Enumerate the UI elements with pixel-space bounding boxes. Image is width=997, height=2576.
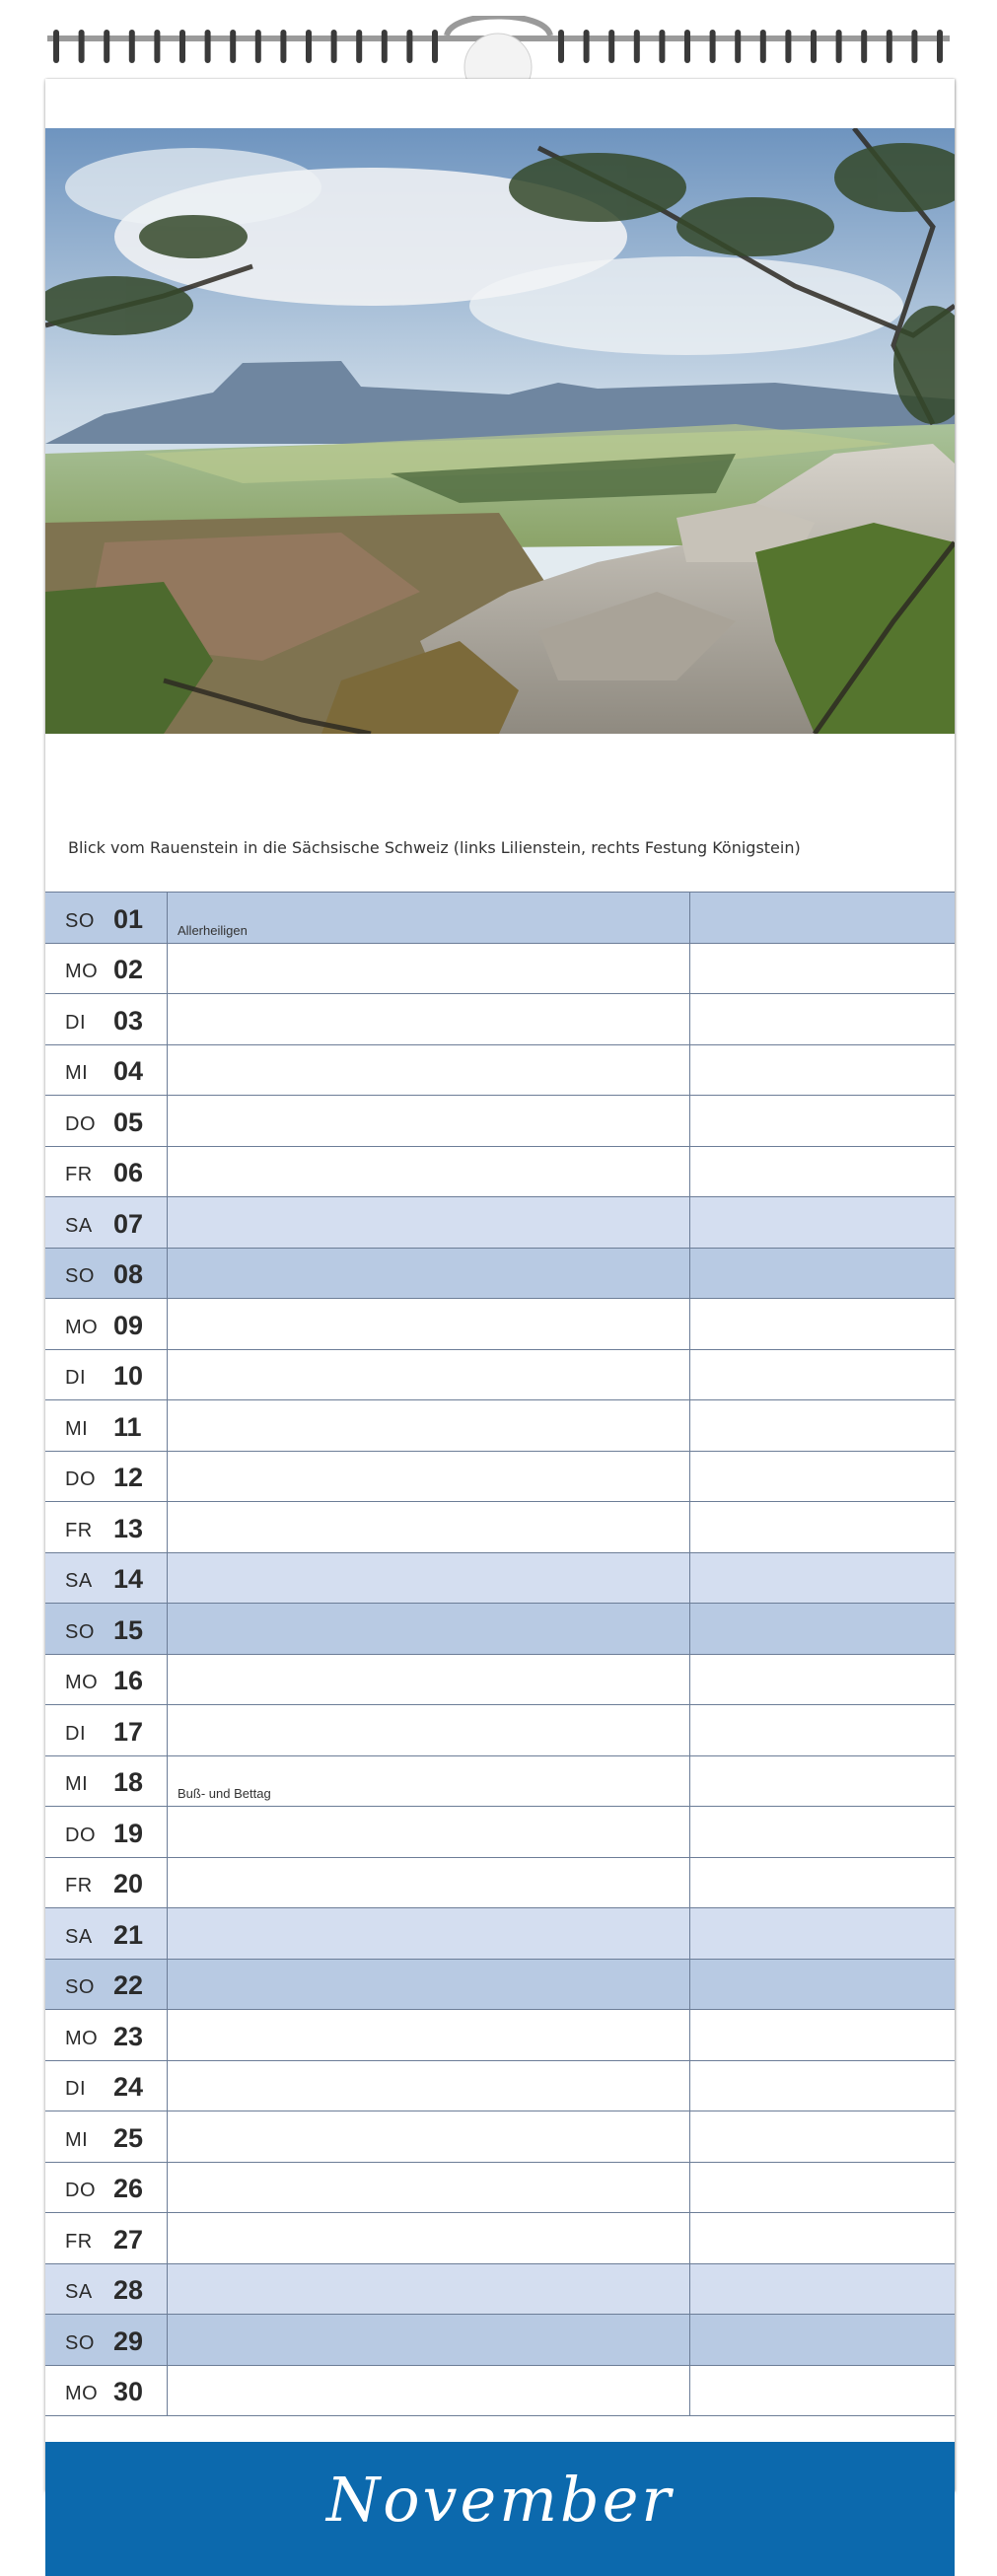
weekday-label: MI: [65, 1062, 89, 1084]
note-cell: [168, 2213, 690, 2263]
day-row: [45, 2111, 955, 2163]
note-cell: [168, 1350, 690, 1400]
day-label-cell: [45, 2366, 168, 2416]
extra-cell: [690, 893, 955, 943]
day-number: 14: [113, 1564, 144, 1594]
binding-loop: [887, 30, 892, 63]
day-label-cell: [45, 1400, 168, 1451]
day-label-cell: [45, 1807, 168, 1857]
day-row: [45, 2163, 955, 2214]
weekday-label: SA: [65, 1214, 93, 1237]
note-cell: [168, 1604, 690, 1654]
extra-cell: [690, 1197, 955, 1248]
day-row: [45, 1045, 955, 1097]
weekday-label: MI: [65, 2128, 89, 2151]
day-row: [45, 1655, 955, 1706]
extra-cell: [690, 1858, 955, 1908]
day-number: 29: [113, 2326, 144, 2356]
binding-loop: [230, 30, 236, 63]
binding-loop: [331, 30, 337, 63]
extra-cell: [690, 2315, 955, 2365]
day-number: 02: [113, 955, 144, 984]
day-label-cell: [45, 1553, 168, 1604]
extra-cell: [690, 1553, 955, 1604]
note-cell: [168, 2264, 690, 2315]
day-number: 22: [113, 1970, 144, 2000]
weekday-label: DO: [65, 1112, 96, 1135]
day-number: 10: [113, 1361, 144, 1391]
binding-loop: [432, 30, 438, 63]
day-number: 06: [113, 1158, 144, 1187]
note-cell: [168, 1502, 690, 1552]
day-number: 25: [113, 2122, 144, 2153]
binding-loop: [79, 30, 85, 63]
note-cell: [168, 1400, 690, 1451]
note-cell: [168, 2111, 690, 2162]
day-row: [45, 2264, 955, 2316]
day-label-cell: [45, 1960, 168, 2010]
day-row: [45, 1858, 955, 1909]
extra-cell: [690, 1960, 955, 2010]
weekday-label: SA: [65, 2281, 93, 2303]
extra-cell: [690, 2010, 955, 2060]
day-row: [45, 1400, 955, 1452]
day-number: 11: [113, 1411, 142, 1442]
day-row: [45, 2366, 955, 2417]
day-row: [45, 1705, 955, 1756]
day-row: [45, 2213, 955, 2264]
weekday-label: DO: [65, 1468, 96, 1490]
day-number: 09: [113, 1310, 144, 1340]
day-number: 30: [113, 2377, 144, 2406]
weekday-label: SO: [65, 1265, 95, 1287]
day-number: 21: [113, 1919, 144, 1950]
binding-loop: [735, 30, 741, 63]
note-cell: [168, 1249, 690, 1299]
day-label-cell: [45, 1299, 168, 1349]
binding-loop: [710, 30, 716, 63]
day-row: [45, 1908, 955, 1960]
binding-loop: [760, 30, 766, 63]
binding-loop: [129, 30, 135, 63]
binding-loop: [634, 30, 640, 63]
day-number: 03: [113, 1005, 144, 1036]
weekday-label: SA: [65, 1925, 93, 1948]
day-row: [45, 994, 955, 1045]
day-number: 26: [113, 2174, 144, 2203]
extra-cell: [690, 944, 955, 994]
day-label-cell: [45, 2061, 168, 2111]
day-label-cell: [45, 1858, 168, 1908]
day-label-cell: [45, 1096, 168, 1146]
extra-cell: [690, 1604, 955, 1654]
binding-loop: [584, 30, 590, 63]
extra-cell: [690, 1045, 955, 1096]
day-number: 07: [113, 1208, 144, 1239]
extra-cell: [690, 2163, 955, 2213]
binding-loop: [861, 30, 867, 63]
day-grid: [45, 892, 955, 2416]
extra-cell: [690, 1096, 955, 1146]
day-label-cell: [45, 2315, 168, 2365]
extra-cell: [690, 1655, 955, 1705]
day-number: 28: [113, 2275, 144, 2305]
day-row: [45, 1553, 955, 1605]
note-cell: [168, 944, 690, 994]
day-label-cell: [45, 1655, 168, 1705]
weekday-label: FR: [65, 1875, 93, 1896]
note-cell: [168, 1452, 690, 1502]
day-number: 17: [113, 1716, 144, 1747]
weekday-label: FR: [65, 2230, 93, 2253]
day-label-cell: [45, 2264, 168, 2315]
binding-loop: [659, 30, 665, 63]
day-number: 18: [113, 1767, 144, 1797]
weekday-label: SA: [65, 1570, 93, 1592]
binding-loop: [382, 30, 388, 63]
day-number: 24: [113, 2072, 144, 2102]
day-row: [45, 1807, 955, 1858]
day-label-cell: [45, 1350, 168, 1400]
note-cell: [168, 1553, 690, 1604]
binding-loop: [811, 30, 817, 63]
day-number: 01: [113, 903, 144, 934]
note-cell: [168, 1147, 690, 1197]
day-label-cell: [45, 1604, 168, 1654]
holiday-label: Buß- und Bettag: [178, 1786, 271, 1801]
day-label-cell: [45, 2163, 168, 2213]
day-label-cell: [45, 1705, 168, 1755]
day-number: 16: [113, 1666, 144, 1695]
extra-cell: [690, 1350, 955, 1400]
day-number: 12: [113, 1463, 144, 1492]
weekday-label: MO: [65, 1316, 99, 1338]
day-label-cell: [45, 1908, 168, 1959]
weekday-label: DI: [65, 2078, 86, 2100]
extra-cell: [690, 1705, 955, 1755]
note-cell: [168, 893, 690, 943]
extra-cell: [690, 1756, 955, 1807]
day-number: 15: [113, 1614, 144, 1645]
extra-cell: [690, 2366, 955, 2416]
extra-cell: [690, 994, 955, 1044]
day-row: [45, 893, 955, 944]
weekday-label: DO: [65, 1824, 96, 1846]
day-row: [45, 1299, 955, 1350]
day-label-cell: [45, 2010, 168, 2060]
note-cell: [168, 1655, 690, 1705]
note-cell: [168, 1096, 690, 1146]
note-cell: [168, 1045, 690, 1096]
extra-cell: [690, 2111, 955, 2162]
day-number: 04: [113, 1056, 144, 1086]
binding-loop: [306, 30, 312, 63]
day-row: [45, 1350, 955, 1401]
weekday-label: FR: [65, 1164, 93, 1185]
day-row: [45, 1096, 955, 1147]
weekday-label: MI: [65, 1417, 89, 1440]
hanger-hook: [447, 17, 550, 36]
weekday-label: SO: [65, 1976, 95, 1998]
weekday-label: SO: [65, 909, 95, 932]
day-label-cell: [45, 994, 168, 1044]
day-number: 19: [113, 1818, 144, 1848]
day-row: [45, 1604, 955, 1655]
photo-caption: Blick vom Rauenstein in die Sächsische Schweiz (links Lilienstein, rechts Festung Königstein): [68, 838, 801, 857]
weekday-label: FR: [65, 1519, 93, 1541]
day-row: [45, 1452, 955, 1503]
extra-cell: [690, 1807, 955, 1857]
note-cell: [168, 2061, 690, 2111]
weekday-label: DI: [65, 1722, 86, 1745]
binding-loop: [684, 30, 690, 63]
binding-loop: [280, 30, 286, 63]
binding-loop: [356, 30, 362, 63]
binding-loop: [558, 30, 564, 63]
binding-loop: [937, 30, 943, 63]
note-cell: [168, 1705, 690, 1755]
note-cell: [168, 994, 690, 1044]
day-number: 20: [113, 1869, 144, 1898]
weekday-label: MO: [65, 2027, 99, 2049]
day-row: [45, 2010, 955, 2061]
extra-cell: [690, 1299, 955, 1349]
day-number: 27: [113, 2224, 144, 2254]
note-cell: [168, 1299, 690, 1349]
day-label-cell: [45, 1502, 168, 1552]
day-label-cell: [45, 944, 168, 994]
extra-cell: [690, 2264, 955, 2315]
month-title: November: [325, 2464, 675, 2536]
day-number: 05: [113, 1107, 144, 1137]
note-cell: [168, 2163, 690, 2213]
extra-cell: [690, 1908, 955, 1959]
calendar-sheet: [45, 79, 955, 2536]
day-number: 23: [113, 2021, 144, 2051]
binding-loop: [154, 30, 160, 63]
binding-loop: [179, 30, 185, 63]
day-label-cell: [45, 1197, 168, 1248]
day-number: 08: [113, 1259, 144, 1289]
note-cell: [168, 1756, 690, 1807]
extra-cell: [690, 2213, 955, 2263]
landscape-illustration: [45, 128, 955, 734]
extra-cell: [690, 1147, 955, 1197]
day-row: [45, 1197, 955, 1249]
binding-loop: [406, 30, 412, 63]
day-label-cell: [45, 1147, 168, 1197]
binding-loop: [836, 30, 842, 63]
weekday-label: DI: [65, 1367, 86, 1389]
weekday-label: DO: [65, 2180, 96, 2201]
extra-cell: [690, 2061, 955, 2111]
day-label-cell: [45, 2111, 168, 2162]
note-cell: [168, 2315, 690, 2365]
weekday-label: MI: [65, 1773, 89, 1795]
day-row: [45, 2061, 955, 2112]
day-row: [45, 1756, 955, 1808]
note-cell: [168, 1960, 690, 2010]
month-footer: [45, 2442, 955, 2576]
extra-cell: [690, 1502, 955, 1552]
day-row: [45, 1960, 955, 2011]
landscape-photo: [45, 128, 955, 734]
note-cell: [168, 1858, 690, 1908]
day-label-cell: [45, 1249, 168, 1299]
binding-loop: [104, 30, 109, 63]
weekday-label: SO: [65, 1620, 95, 1643]
day-label-cell: [45, 893, 168, 943]
holiday-label: Allerheiligen: [178, 922, 248, 938]
day-label-cell: [45, 1045, 168, 1096]
day-number: 13: [113, 1513, 144, 1543]
binding-loop: [608, 30, 614, 63]
day-label-cell: [45, 1452, 168, 1502]
weekday-label: MO: [65, 1672, 99, 1693]
weekday-label: MO: [65, 2383, 99, 2404]
binding-loop: [53, 30, 59, 63]
day-row: [45, 1502, 955, 1553]
day-row: [45, 1147, 955, 1198]
binding-loop: [911, 30, 917, 63]
extra-cell: [690, 1249, 955, 1299]
note-cell: [168, 2366, 690, 2416]
weekday-label: DI: [65, 1011, 86, 1034]
binding-loop: [785, 30, 791, 63]
note-cell: [168, 1807, 690, 1857]
extra-cell: [690, 1452, 955, 1502]
day-label-cell: [45, 2213, 168, 2263]
day-row: [45, 2315, 955, 2366]
note-cell: [168, 2010, 690, 2060]
note-cell: [168, 1197, 690, 1248]
day-row: [45, 944, 955, 995]
weekday-label: SO: [65, 2331, 95, 2354]
day-row: [45, 1249, 955, 1300]
binding-loop: [205, 30, 211, 63]
weekday-label: MO: [65, 961, 99, 982]
note-cell: [168, 1908, 690, 1959]
extra-cell: [690, 1400, 955, 1451]
binding-loop: [255, 30, 261, 63]
day-label-cell: [45, 1756, 168, 1807]
